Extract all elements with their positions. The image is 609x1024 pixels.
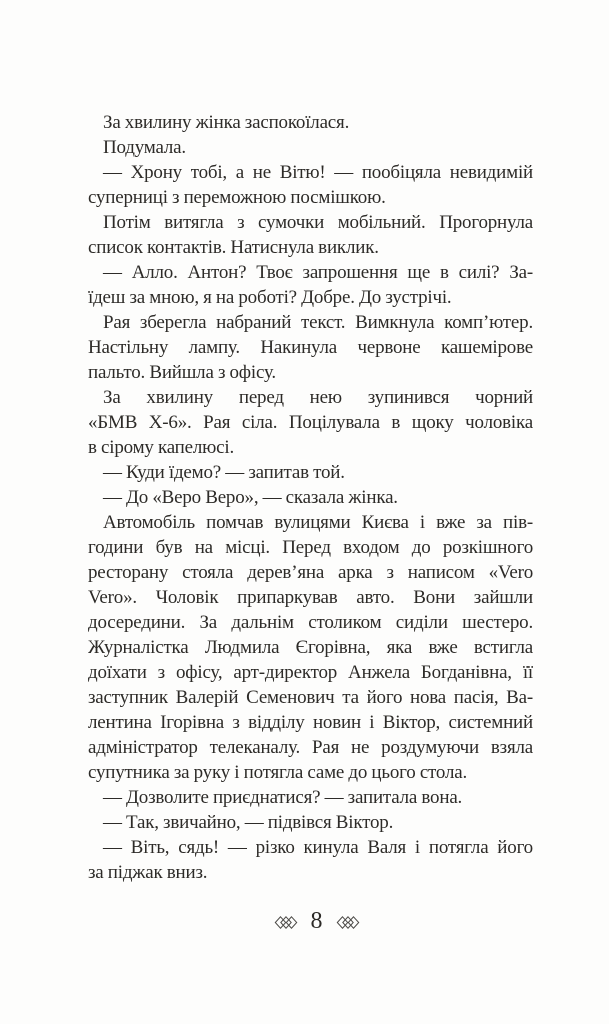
text-line: — Хрону тобі, а не Вітю! — пообіцяла невидимій bbox=[103, 162, 533, 183]
text-line: Подумала. bbox=[103, 137, 186, 158]
triple-diamond-ornament-right-icon bbox=[336, 915, 360, 930]
paragraph bbox=[88, 385, 533, 460]
text-line: заступник Валерій Семенович та його нова пасія, Ва- bbox=[88, 687, 533, 708]
text-line: «БМВ Х-6». Рая сіла. Поцілувала в щоку чоловіка bbox=[88, 412, 533, 433]
page-number: 8 bbox=[310, 908, 323, 934]
text-line: адміністратор телеканалу. Рая не роздумуючи взяла bbox=[88, 737, 533, 758]
text-line: Vero». Чоловік припаркував авто. Вони зайшли bbox=[88, 587, 533, 608]
text-line: За хвилину перед нею зупинився чорний bbox=[103, 387, 533, 408]
paragraph bbox=[88, 210, 533, 260]
text-line: суперниці з переможною посмішкою. bbox=[88, 187, 386, 208]
paragraph bbox=[88, 485, 533, 510]
text-line: — Віть, сядь! — різко кинула Валя і потягла його bbox=[103, 837, 533, 858]
text-line: доїхати з офісу, арт-директор Анжела Богданівна, її bbox=[88, 662, 533, 683]
paragraph bbox=[88, 160, 533, 210]
text-line: За хвилину жінка заспокоїлася. bbox=[103, 112, 350, 133]
text-line: пальто. Вийшла з офісу. bbox=[88, 362, 276, 383]
text-line: за піджак вниз. bbox=[88, 862, 208, 883]
text-line: — До «Веро Веро», — сказала жінка. bbox=[103, 487, 398, 508]
paragraph bbox=[88, 510, 533, 785]
text-line: Журналістка Людмила Єгорівна, яка вже встигла bbox=[88, 637, 533, 658]
text-line: — Так, звичайно, — підвівся Віктор. bbox=[103, 812, 394, 833]
text-line: години був на місці. Перед входом до розкішного bbox=[88, 537, 533, 558]
text-line: супутника за руку і потягла саме до цього стола. bbox=[88, 762, 468, 783]
text-line: досередини. За дальнім столиком сиділи шестеро. bbox=[88, 612, 533, 633]
paragraph bbox=[88, 310, 533, 385]
paragraph bbox=[88, 810, 533, 835]
text-line: в сірому капелюсі. bbox=[88, 437, 235, 458]
text-line: Потім витягла з сумочки мобільний. Прогорнула bbox=[103, 212, 533, 233]
text-line: список контактів. Натиснула виклик. bbox=[88, 237, 379, 258]
text-line: Настільну лампу. Накинула червоне кашемірове bbox=[88, 337, 533, 358]
text-line: — Куди їдемо? — запитав той. bbox=[103, 462, 345, 483]
text-line: — Алло. Антон? Твоє запрошення ще в силі? За- bbox=[103, 262, 533, 283]
paragraph bbox=[88, 785, 533, 810]
paragraph bbox=[88, 135, 533, 160]
text-line: лентина Ігорівна з відділу новин і Віктор, системний bbox=[88, 712, 533, 733]
text-line: Автомобіль помчав вулицями Києва і вже за пів- bbox=[103, 512, 533, 533]
triple-diamond-ornament-left-icon bbox=[274, 915, 298, 930]
paragraph bbox=[88, 260, 533, 310]
page-text-block bbox=[88, 110, 533, 885]
paragraph bbox=[88, 460, 533, 485]
page-footer bbox=[88, 906, 533, 938]
text-line: ресторану стояла дерев’яна арка з написом «Vero bbox=[88, 562, 533, 583]
paragraph bbox=[88, 110, 533, 135]
text-line: — Дозволите приєднатися? — запитала вона. bbox=[103, 787, 463, 808]
paragraph bbox=[88, 835, 533, 885]
text-line: їдеш за мною, я на роботі? Добре. До зустрічі. bbox=[88, 287, 452, 308]
text-line: Рая зберегла набраний текст. Вимкнула комп’ютер. bbox=[103, 312, 533, 333]
